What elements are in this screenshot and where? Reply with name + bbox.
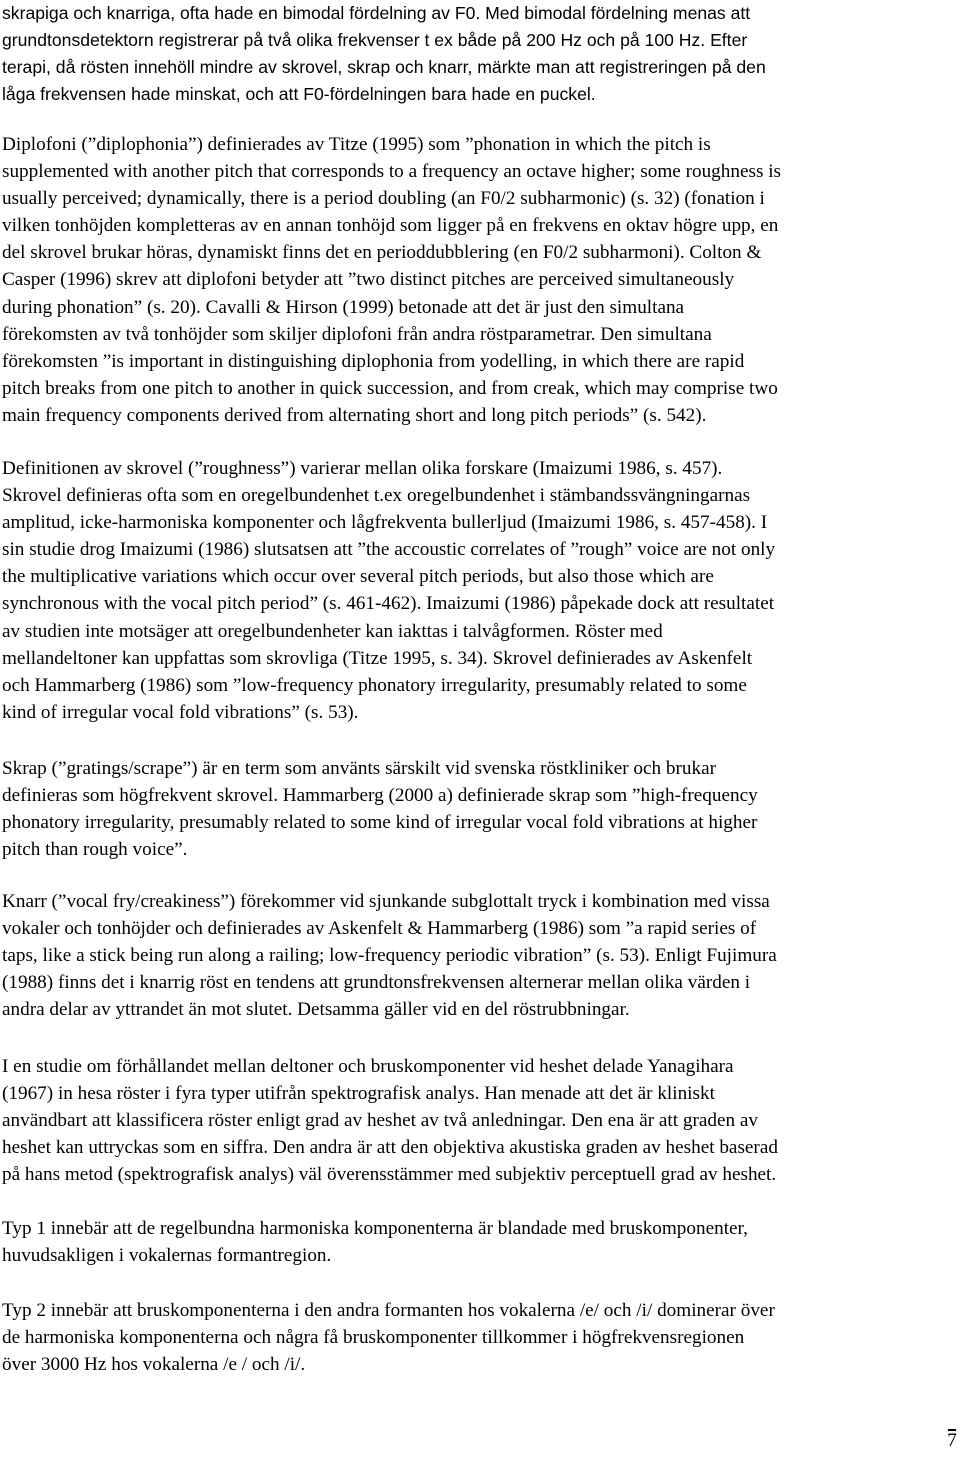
text-line: Typ 2 innebär att bruskomponenterna i den andra formanten hos vokalerna /e/ och /i/ dominerar över [2,1300,775,1321]
text-line: Knarr (”vocal fry/creakiness”) förekommer vid sjunkande subglottalt tryck i kombination med vissa [2,891,770,912]
text-line: Skrap (”gratings/scrape”) är en term som använts särskilt vid svenska röstkliniker och brukar [2,758,716,779]
paragraph-knarr [2,888,959,1023]
text-line: på hans metod (spektrografisk analys) väl överensstämmer med subjektiv perceptuell grad av heshet. [2,1164,777,1186]
text-line: förekomsten av två tonhöjder som skiljer diplofoni från andra röstparametrar. Den simultana [2,323,712,345]
text-line: av studien inte motsäger att oregelbundenheter kan iakttas i talvågformen. Röster med [2,620,663,642]
text-line: (1967) in hesa röster i fyra typer utifrån spektrografisk analys. Han menade att det är kliniskt [2,1083,715,1105]
text-line: användbart att klassificera röster enligt grad av heshet av två anledningar. Den ena är att graden av [2,1110,758,1132]
text-line: skrapiga och knarriga, ofta hade en bimodal fördelning av F0. Med bimodal fördelning menas att [2,3,751,23]
paragraph-skrovel [2,455,959,726]
paragraph-typ2 [2,1297,959,1378]
text-line: Skrovel definieras ofta som en oregelbundenhet t.ex oregelbundenhet i stämbandssvängningarnas [2,485,751,507]
text-line: synchronous with the vocal pitch period” (s. 461-462). Imaizumi (1986) påpekade dock att resultatet [2,593,775,615]
text-line: de harmoniska komponenterna och några få bruskomponenter tillkommer i högfrekvensregionen [2,1327,745,1349]
text-line: pitch breaks from one pitch to another in quick succession, and from creak, which may comprise two [2,377,778,399]
text-line: vilken tonhöjden kompletteras av en annan tonhöjd som ligger på en frekvens en oktav högre upp, en [2,215,779,237]
text-line: andra delar av yttrandet än mot slutet. Detsamma gäller vid en del röstrubbningar. [2,999,630,1021]
text-line: heshet kan uttryckas som en siffra. Den andra är att den objektiva akustiska graden av heshet baserad [2,1137,778,1159]
text-line: (1988) finns det i knarrig röst en tendens att grundtonsfrekvensen alternerar mellan olika värden i [2,972,751,994]
text-line: och Hammarberg (1986) som ”low-frequency phonatory irregularity, presumably related to some [2,674,747,696]
text-line: mellandeltoner kan uppfattas som skrovliga (Titze 1995, s. 34). Skrovel definierades av Askenfelt [2,647,753,669]
paragraph-diplofoni [2,131,959,429]
paragraph-studie [2,1053,959,1188]
text-line: del skrovel brukar höras, dynamiskt finns det en perioddubblering (en F0/2 subharmoni). Colton & [2,242,762,264]
text-line: pitch than rough voice”. [2,839,188,861]
text-line: Definitionen av skrovel (”roughness”) varierar mellan olika forskare (Imaizumi 1986, s. 457). [2,458,723,479]
text-line: main frequency components derived from alternating short and long pitch periods” (s. 542). [2,404,707,426]
text-line: låga frekvensen hade minskat, och att F0-fördelningen bara hade en puckel. [2,84,596,105]
text-line: taps, like a stick being run along a railing; low-frequency periodic vibration” (s. 53). Enligt Fujimura [2,945,777,967]
paragraph-intro [2,0,959,108]
text-line: supplemented with another pitch that corresponds to a frequency an octave higher; some roughness is [2,161,782,183]
page-number: 7 [945,1431,959,1450]
text-line: vokaler och tonhöjder och definierades av Askenfelt & Hammarberg (1986) som ”a rapid series of [2,918,757,940]
text-line: amplitud, icke-harmoniska komponenter och lågfrekventa bullerljud (Imaizumi 1986, s. 457-458). I [2,512,768,534]
paragraph-skrap [2,755,959,863]
text-line: usually perceived; dynamically, there is a period doubling (an F0/2 subharmonic) (s. 32) (fonation i [2,188,765,210]
paragraph-typ1 [2,1215,959,1269]
text-line: Typ 1 innebär att de regelbundna harmoniska komponenterna är blandade med bruskomponenter, [2,1218,748,1239]
text-line: förekomsten ”is important in distinguishing diplophonia from yodelling, in which there are rapid [2,350,745,372]
text-line: sin studie drog Imaizumi (1986) slutsatsen att ”the accoustic correlates of ”rough” voice are not only [2,539,776,561]
text-line: phonatory irregularity, presumably related to some kind of irregular vocal fold vibrations at higher [2,812,758,834]
text-line: the multiplicative variations which occur over several pitch periods, but also those which are [2,566,714,588]
text-line: huvudsakligen i vokalernas formantregion. [2,1245,332,1267]
text-line: I en studie om förhållandet mellan deltoner och bruskomponenter vid heshet delade Yanagihara [2,1056,734,1077]
text-line: grundtonsdetektorn registrerar på två olika frekvenser t ex både på 200 Hz och på 100 Hz. Efter [2,30,748,51]
text-line: Casper (1996) skrev att diplofoni betyder att ”two distinct pitches are perceived simultaneously [2,269,735,291]
text-line: över 3000 Hz hos vokalerna /e / och /i/. [2,1354,306,1376]
text-line: definieras som högfrekvent skrovel. Hammarberg (2000 a) definierade skrap som ”high-frequency [2,785,758,807]
text-line: terapi, då rösten innehöll mindre av skrovel, skrap och knarr, märkte man att registreringen på den [2,57,766,78]
text-line: Diplofoni (”diplophonia”) definierades av Titze (1995) som ”phonation in which the pitch is [2,134,711,155]
text-line: kind of irregular vocal fold vibrations” (s. 53). [2,701,359,723]
text-line: during phonation” (s. 20). Cavalli & Hirson (1999) betonade att det är just den simultana [2,296,685,318]
